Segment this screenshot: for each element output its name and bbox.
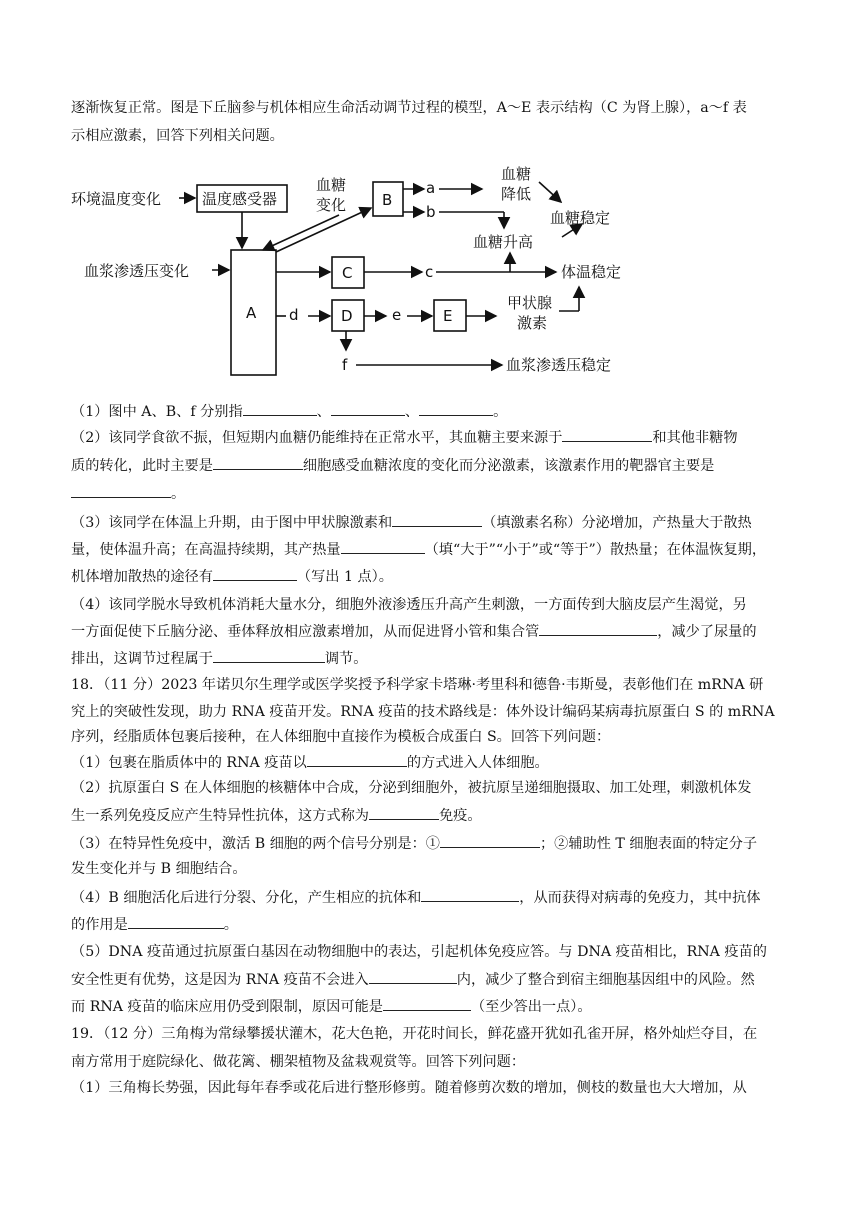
box-d-label: D <box>341 307 353 325</box>
sugar-up-label: 血糖升高 <box>473 233 534 251</box>
q18-head-line-3: 序列，经脂质体包裹后接种，在人体细胞中直接作为模板合成蛋白 S。回答下列问题： <box>71 729 611 745</box>
q18-5-text-b: 内，减少了整合到宿主细胞基因组中的风险。然 <box>456 972 755 988</box>
q18-item-2-line-1: （2）抗原蛋白 S 在人体细胞的核糖体中合成，分泌到细胞外，被抗原呈递细胞摄取、加工处理，刺激机体发 <box>71 780 752 796</box>
hypothalamus-regulation-diagram <box>64 160 654 380</box>
hormone-b-label: b <box>426 203 436 221</box>
q18-head-line-1: 18．（11 分）2023 年诺贝尔生理学或医学奖授予科学家卡塔琳·考里科和德鲁·韦斯曼，表彰他们在 mRNA 研 <box>71 677 764 693</box>
q18-4-text-d: 。 <box>223 917 238 933</box>
q18-3-text-b: ；②辅助性 T 细胞表面的特定分子 <box>539 836 758 852</box>
q17-item-3-line-2 <box>71 539 766 560</box>
answer-blank[interactable] <box>369 969 457 984</box>
q18-3-text-a: （3）在特异性免疫中，激活 B 细胞的两个信号分别是：① <box>71 836 440 852</box>
q17-4-text-a: 一方面促使下丘脑分泌、垂体释放相应激素增加，从而促进肾小管和集合管 <box>71 624 540 640</box>
q17-1-sep-2: 、 <box>404 404 420 420</box>
q18-item-5-line-3 <box>71 996 592 1017</box>
box-c-label: C <box>342 264 353 282</box>
answer-blank[interactable] <box>341 539 425 554</box>
box-b-label: B <box>382 191 393 209</box>
q18-4-text-c: 的作用是 <box>71 917 128 933</box>
q17-3-text-a: （3）该同学在体温上升期，由于图中甲状腺激素和 <box>71 515 393 531</box>
q17-item-4-line-1: （4）该同学脱水导致机体消耗大量水分，细胞外液渗透压升高产生刺激，一方面传到大脑皮层产生渴觉，另 <box>71 597 747 613</box>
sugar-stable-label: 血糖稳定 <box>550 209 611 227</box>
q18-5-text-a: 安全性更有优势，这是因为 RNA 疫苗不会进入 <box>71 972 369 988</box>
q17-1-sep-1: 、 <box>316 404 331 420</box>
answer-blank[interactable] <box>213 566 297 581</box>
q17-item-2-line-1 <box>71 427 738 448</box>
q19-head-line-2: 南方常用于庭院绿化、做花篱、棚架植物及盆栽观赏等。回答下列问题： <box>71 1054 526 1070</box>
answer-blank[interactable] <box>213 648 325 663</box>
q17-item-3-line-3 <box>71 566 393 587</box>
answer-blank[interactable] <box>128 914 224 929</box>
q17-2-text-d: 细胞感受血糖浓度的变化而分泌激素，该激素作用的靶器官主要是 <box>302 458 715 474</box>
sugar-down-label-2: 降低 <box>501 185 532 203</box>
hormone-a-label: a <box>426 179 436 197</box>
answer-blank[interactable] <box>369 805 439 820</box>
plasma-osm-stable-label: 血浆渗透压稳定 <box>506 356 612 374</box>
q18-2-text-b: 免疫。 <box>438 808 482 824</box>
hormone-d-label: d <box>289 306 299 324</box>
q17-item-1 <box>71 401 507 422</box>
thyroid-label-1: 甲状腺 <box>507 294 553 312</box>
q17-item-2-line-3 <box>71 483 185 504</box>
q18-item-3-line-2: 发生变化并与 B 细胞结合。 <box>71 861 247 877</box>
q17-2-text-a: （2）该同学食欲不振，但短期内血糖仍能维持在正常水平，其血糖主要来源于 <box>71 430 563 446</box>
q17-1-end: 。 <box>493 404 508 420</box>
q18-item-2-line-2 <box>71 805 482 826</box>
q17-3-text-b: （填激素名称）分泌增加，产热量大于散热 <box>482 515 752 531</box>
q18-5-text-d: （至少答出一点）。 <box>470 999 592 1015</box>
plasma-osm-change-label: 血浆渗透压变化 <box>84 262 190 280</box>
intro-line-2: 示相应激素，回答下列相关问题。 <box>71 128 284 144</box>
hormone-f-label: f <box>342 356 348 374</box>
answer-blank[interactable] <box>331 401 405 416</box>
q18-item-4-line-1 <box>71 887 760 908</box>
q17-2-text-e: 。 <box>171 486 186 502</box>
q17-3-text-e: 机体增加散热的途径有 <box>71 569 213 585</box>
answer-blank[interactable] <box>392 512 482 527</box>
answer-blank[interactable] <box>421 887 519 902</box>
q18-item-4-line-2 <box>71 914 238 935</box>
thyroid-label-2: 激素 <box>517 314 548 332</box>
q18-item-3-line-1 <box>71 833 757 854</box>
q17-4-text-d: 调节。 <box>324 651 368 667</box>
answer-blank[interactable] <box>307 752 407 767</box>
q18-1-text-a: （1）包裹在脂质体中的 RNA 疫苗以 <box>71 755 307 771</box>
q17-4-text-b: ，减少了尿量的 <box>657 624 757 640</box>
q18-1-text-b: 的方式进入人体细胞。 <box>406 755 549 771</box>
box-a-label: A <box>246 304 257 322</box>
answer-blank[interactable] <box>539 621 657 636</box>
q17-item-3-line-1 <box>71 512 752 533</box>
q18-item-5-line-1: （5）DNA 疫苗通过抗原蛋白基因在动物细胞中的表达，引起机体免疫应答。与 DNA 疫苗相比，RNA 疫苗的 <box>71 944 767 960</box>
q17-item-4-line-2 <box>71 621 757 642</box>
env-temp-change-label: 环境温度变化 <box>71 190 162 208</box>
blood-sugar-change-label-2: 变化 <box>316 196 347 214</box>
temp-receptor-label: 温度感受器 <box>202 190 278 208</box>
q17-3-text-c: 量，使体温升高；在高温持续期，其产热量 <box>71 542 341 558</box>
q17-1-text: （1）图中 A、B、f 分别指 <box>71 404 243 420</box>
sugar-down-label-1: 血糖 <box>501 165 532 183</box>
q18-4-text-b: ，从而获得对病毒的免疫力，其中抗体 <box>519 890 761 906</box>
q17-2-text-b: 和其他非糖物 <box>652 430 738 446</box>
q19-item-1-line-1: （1）三角梅长势强，因此每年春季或花后进行整形修剪。随着修剪次数的增加，侧枝的数量也大大增加，从 <box>71 1080 747 1096</box>
q19-head-line-1: 19．（12 分）三角梅为常绿攀援状灌木，花大色艳，开花时间长，鲜花盛开犹如孔雀开屏，格外灿烂夺目，在 <box>71 1026 758 1042</box>
answer-blank[interactable] <box>71 483 171 498</box>
q17-item-2-line-2 <box>71 455 714 476</box>
blood-sugar-change-label-1: 血糖 <box>316 176 347 194</box>
answer-blank[interactable] <box>383 996 471 1011</box>
q18-item-5-line-2 <box>71 969 755 990</box>
temp-stable-label: 体温稳定 <box>561 263 622 281</box>
answer-blank[interactable] <box>419 401 493 416</box>
hormone-c-label: c <box>425 263 434 281</box>
q18-2-text-a: 生一系列免疫反应产生特异性抗体，这方式称为 <box>71 808 369 824</box>
q17-3-text-d: （填“大于”“小于”或“等于”）散热量；在体温恢复期， <box>424 542 767 558</box>
box-e-label: E <box>443 307 453 325</box>
answer-blank[interactable] <box>562 427 652 442</box>
answer-blank[interactable] <box>213 455 303 470</box>
q18-head-line-2: 究上的突破性发现，助力 RNA 疫苗开发。RNA 疫苗的技术路线是：体外设计编码某病毒抗原蛋白 S 的 mRNA <box>71 704 775 720</box>
q17-4-text-c: 排出，这调节过程属于 <box>71 651 213 667</box>
hormone-e-label: e <box>392 306 402 324</box>
intro-line-1: 逐渐恢复正常。图是下丘脑参与机体相应生命活动调节过程的模型，A～E 表示结构（C 为肾上腺），a～f 表 <box>71 100 747 116</box>
q18-5-text-c: 而 RNA 疫苗的临床应用仍受到限制，原因可能是 <box>71 999 383 1015</box>
q18-4-text-a: （4）B 细胞活化后进行分裂、分化，产生相应的抗体和 <box>71 890 422 906</box>
answer-blank[interactable] <box>243 401 317 416</box>
answer-blank[interactable] <box>440 833 540 848</box>
q17-2-text-c: 质的转化，此时主要是 <box>71 458 213 474</box>
q17-3-text-f: （写出 1 点）。 <box>296 569 393 585</box>
q18-item-1 <box>71 752 549 773</box>
q17-item-4-line-3 <box>71 648 367 669</box>
